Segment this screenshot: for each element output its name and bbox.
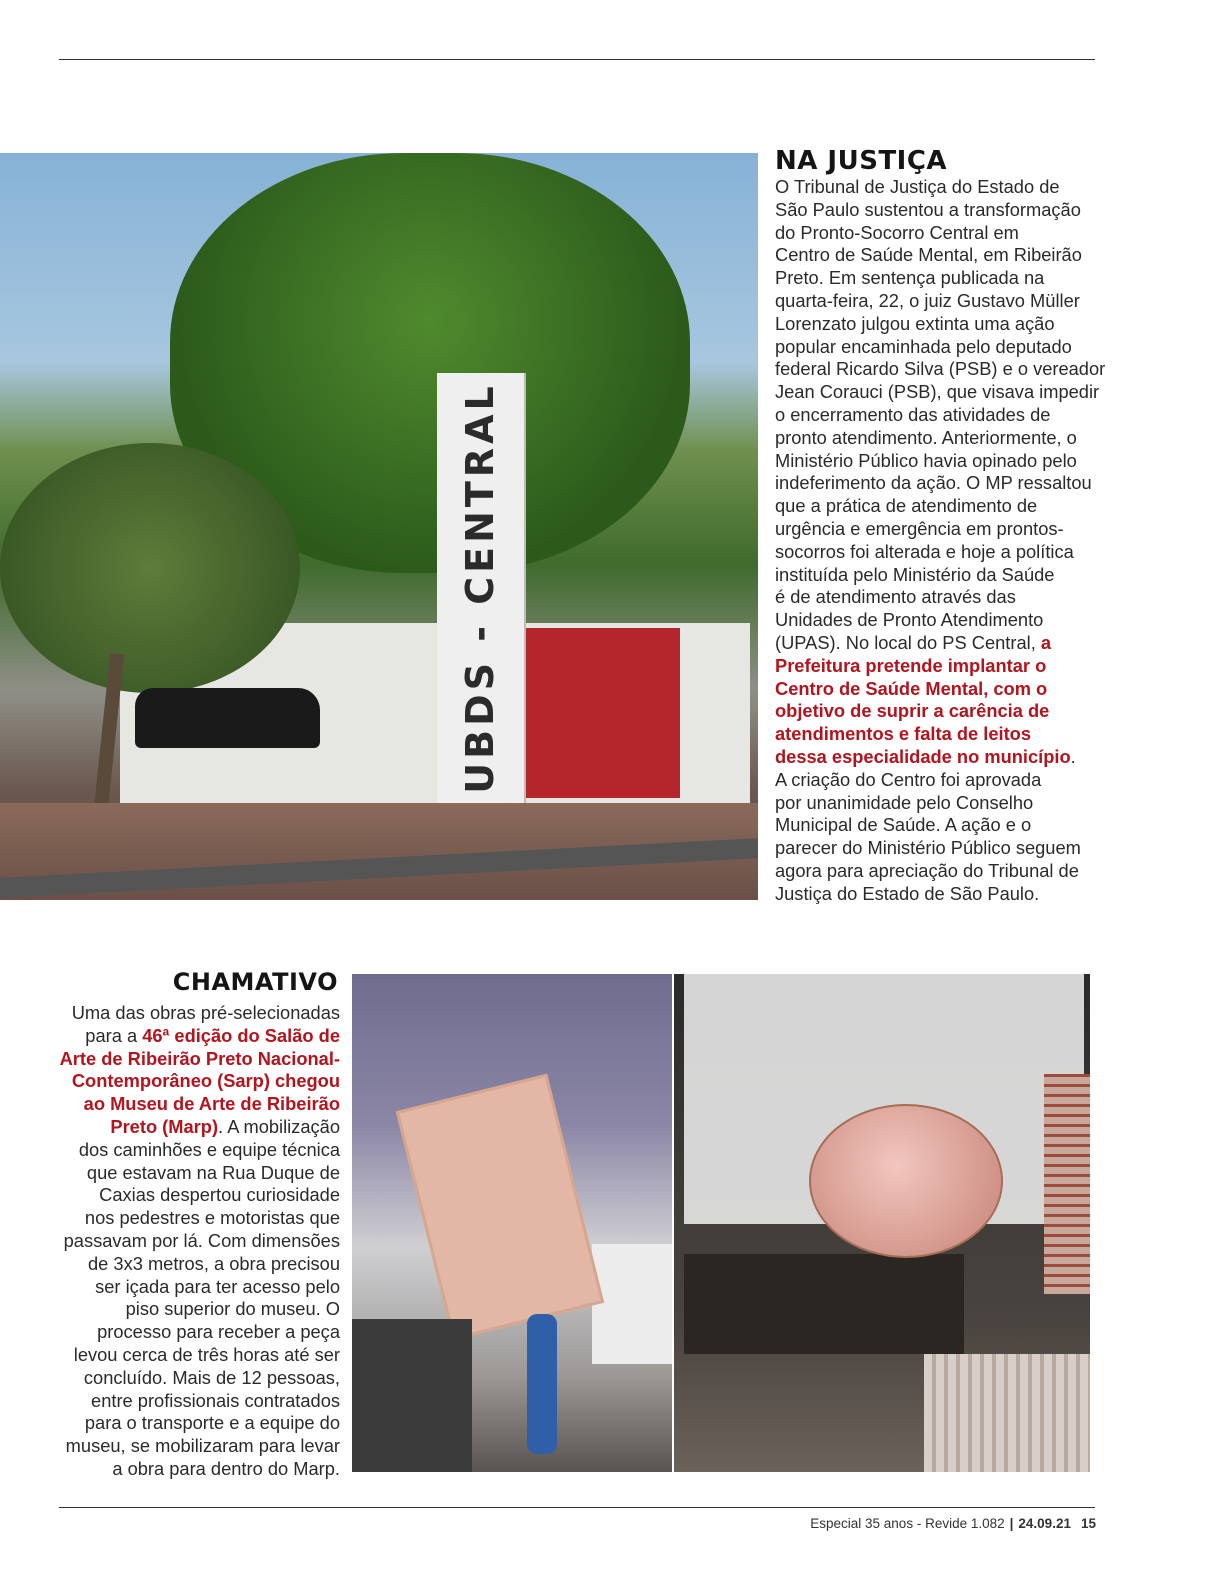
photo-car — [135, 688, 320, 748]
text-line — [40, 1435, 340, 1458]
text-line — [40, 1048, 340, 1071]
highlighted-text: a — [1040, 631, 1052, 653]
body-text: de 3x3 metros, a obra precisou — [87, 1252, 340, 1274]
text-line — [775, 267, 1095, 290]
highlighted-text: objetivo de suprir a carência de — [775, 700, 1050, 722]
body-text: Unidades de Pronto Atendimento — [775, 609, 1044, 631]
body-text: concluído. Mais de 12 pessoas, — [83, 1366, 340, 1388]
footer-publication: Especial 35 anos - Revide 1.082 — [810, 1516, 1005, 1531]
body-text: que a prática de atendimento de — [775, 495, 1038, 517]
text-line — [40, 1344, 340, 1367]
text-line — [775, 564, 1095, 587]
article-na-justica — [775, 176, 1106, 906]
body-text: nos pedestres e motoristas que — [84, 1207, 340, 1229]
text-line — [40, 1230, 340, 1253]
text-line — [775, 632, 1095, 655]
text-line — [775, 336, 1095, 359]
body-text: federal Ricardo Silva (PSB) e o vereador — [775, 358, 1106, 380]
body-text: piso superior do museu. O — [125, 1298, 340, 1320]
photo-disc-artwork — [674, 974, 1090, 1472]
text-line — [775, 860, 1095, 883]
highlighted-text: Preto (Marp) — [110, 1115, 219, 1137]
text-line — [775, 199, 1095, 222]
text-line — [40, 1139, 340, 1162]
text-line — [775, 837, 1095, 860]
text-line — [40, 1184, 340, 1207]
body-text: para o transporte e a equipe do — [84, 1412, 340, 1434]
body-text: processo para receber a peça — [97, 1321, 340, 1343]
footer-date: 24.09.21 — [1018, 1516, 1071, 1531]
text-line — [40, 1321, 340, 1344]
body-text: (UPAS). No local do PS Central, — [775, 631, 1041, 653]
text-line — [775, 358, 1106, 381]
photo-wrapped-piece — [1044, 1074, 1090, 1294]
highlighted-text: Centro de Saúde Mental, com o — [775, 677, 1048, 699]
body-text: Justiça do Estado de São Paulo. — [775, 882, 1040, 904]
highlighted-text: Arte de Ribeirão Preto Nacional- — [59, 1047, 340, 1069]
body-text: que estavam na Rua Duque de — [86, 1161, 340, 1183]
text-line — [775, 290, 1095, 313]
text-line — [775, 518, 1095, 541]
photo-round-artwork — [809, 1104, 1003, 1258]
text-line — [775, 700, 1095, 723]
highlighted-text: Prefeitura pretende implantar o — [775, 654, 1047, 676]
text-line — [40, 1070, 340, 1093]
photo-wall — [592, 1244, 672, 1364]
body-text: Municipal de Saúde. A ação e o — [775, 814, 1032, 836]
body-text: para a — [85, 1024, 143, 1046]
text-line — [775, 495, 1095, 518]
text-line — [40, 1298, 340, 1321]
text-line — [40, 1390, 340, 1413]
body-text: museu, se mobilizaram para levar — [65, 1435, 340, 1457]
text-line — [40, 1276, 340, 1299]
article-chamativo — [40, 1002, 340, 1481]
text-line — [775, 244, 1095, 267]
highlighted-text: ao Museu de Arte de Ribeirão — [83, 1093, 340, 1115]
text-line — [40, 1116, 340, 1139]
body-text: O Tribunal de Justiça do Estado de — [775, 176, 1060, 197]
photo-ubds-central — [0, 153, 758, 900]
text-line — [775, 769, 1095, 792]
photo-worker — [527, 1314, 557, 1454]
body-text: por unanimidade pelo Conselho — [775, 791, 1034, 813]
text-line — [775, 427, 1095, 450]
text-line — [775, 222, 1095, 245]
footer-separator: | — [1009, 1516, 1014, 1531]
text-line — [775, 814, 1095, 837]
body-text: Uma das obras pré-selecionadas — [71, 1002, 340, 1023]
text-line — [775, 678, 1095, 701]
page-footer — [810, 1516, 1096, 1531]
text-line — [775, 472, 1095, 495]
text-line — [775, 404, 1095, 427]
body-text: . A mobilização — [218, 1115, 340, 1137]
body-text: Preto. Em sentença publicada na — [775, 267, 1045, 289]
text-line — [775, 609, 1095, 632]
body-text: a obra para dentro do Marp. — [112, 1457, 340, 1479]
text-line — [775, 313, 1095, 336]
body-text: ser içada para ter acesso pelo — [95, 1275, 340, 1297]
body-text: . — [1070, 745, 1076, 767]
text-line — [775, 792, 1095, 815]
text-line — [775, 450, 1095, 473]
text-line — [775, 746, 1095, 769]
photo-trailer — [684, 1254, 964, 1354]
text-line — [40, 1162, 340, 1185]
body-text: Jean Corauci (PSB), que visava impedir — [775, 381, 1100, 403]
body-text: Ministério Público havia opinado pelo — [775, 449, 1077, 471]
page-number: 15 — [1080, 1516, 1096, 1531]
highlighted-text: dessa especialidade no município — [775, 745, 1071, 767]
body-text: urgência e emergência em prontos- — [775, 517, 1064, 539]
text-line — [775, 586, 1095, 609]
body-text: dos caminhões e equipe técnica — [78, 1138, 340, 1160]
text-line — [775, 723, 1095, 746]
body-text: quarta-feira, 22, o juiz Gustavo Müller — [775, 289, 1080, 311]
text-line — [775, 541, 1095, 564]
photo-palm-tree — [0, 443, 300, 693]
body-text: agora para apreciação do Tribunal de — [775, 859, 1079, 881]
body-text: socorros foi alterada e hoje a política — [775, 540, 1074, 562]
text-line — [40, 1093, 340, 1116]
text-line — [40, 1412, 340, 1435]
text-line — [40, 1458, 340, 1481]
body-text: A criação do Centro foi aprovada — [775, 768, 1042, 790]
body-text: Lorenzato julgou extinta uma ação — [775, 312, 1055, 334]
top-rule — [59, 59, 1095, 60]
body-text: entre profissionais contratados — [91, 1389, 340, 1411]
body-text: parecer do Ministério Público seguem — [775, 837, 1081, 859]
text-line — [775, 883, 1095, 906]
text-line — [40, 1025, 340, 1048]
text-line — [775, 655, 1095, 678]
photo-red-container — [520, 628, 680, 798]
body-text: São Paulo sustentou a transformação — [775, 198, 1081, 220]
text-line — [40, 1367, 340, 1390]
highlighted-text: Contemporâneo (Sarp) chegou — [71, 1070, 340, 1092]
photo-ubds-sign — [437, 373, 524, 803]
heading-na-justica: NA JUSTIÇA — [775, 146, 948, 176]
body-text: pronto atendimento. Anteriormente, o — [775, 426, 1077, 448]
body-text: instituída pelo Ministério da Saúde — [775, 563, 1055, 585]
body-text: Caxias despertou curiosidade — [99, 1184, 340, 1206]
heading-chamativo: CHAMATIVO — [172, 968, 338, 996]
ubds-sign-text: UBDS - CENTRAL — [458, 382, 502, 794]
text-line — [40, 1002, 340, 1025]
photo-crate — [396, 1074, 604, 1341]
bottom-rule — [59, 1507, 1095, 1508]
body-text: o encerramento das atividades de — [775, 403, 1051, 425]
highlighted-text: 46ª edição do Salão de — [142, 1024, 340, 1046]
photo-truck — [352, 1319, 472, 1472]
body-text: do Pronto-Socorro Central em — [775, 221, 1019, 243]
body-text: passavam por lá. Com dimensões — [63, 1229, 340, 1251]
body-text: Centro de Saúde Mental, em Ribeirão — [775, 244, 1082, 266]
text-line — [775, 176, 1095, 199]
photo-blanket — [924, 1354, 1090, 1472]
highlighted-text: atendimentos e falta de leitos — [775, 723, 1031, 745]
body-text: é de atendimento através das — [775, 586, 1016, 608]
body-text: levou cerca de três horas até ser — [73, 1343, 340, 1365]
photo-crane-lifting-artwork — [352, 974, 672, 1472]
body-text: popular encaminhada pelo deputado — [775, 335, 1072, 357]
text-line — [775, 381, 1100, 404]
text-line — [40, 1207, 340, 1230]
body-text: indeferimento da ação. O MP ressaltou — [775, 472, 1092, 494]
text-line — [40, 1253, 340, 1276]
